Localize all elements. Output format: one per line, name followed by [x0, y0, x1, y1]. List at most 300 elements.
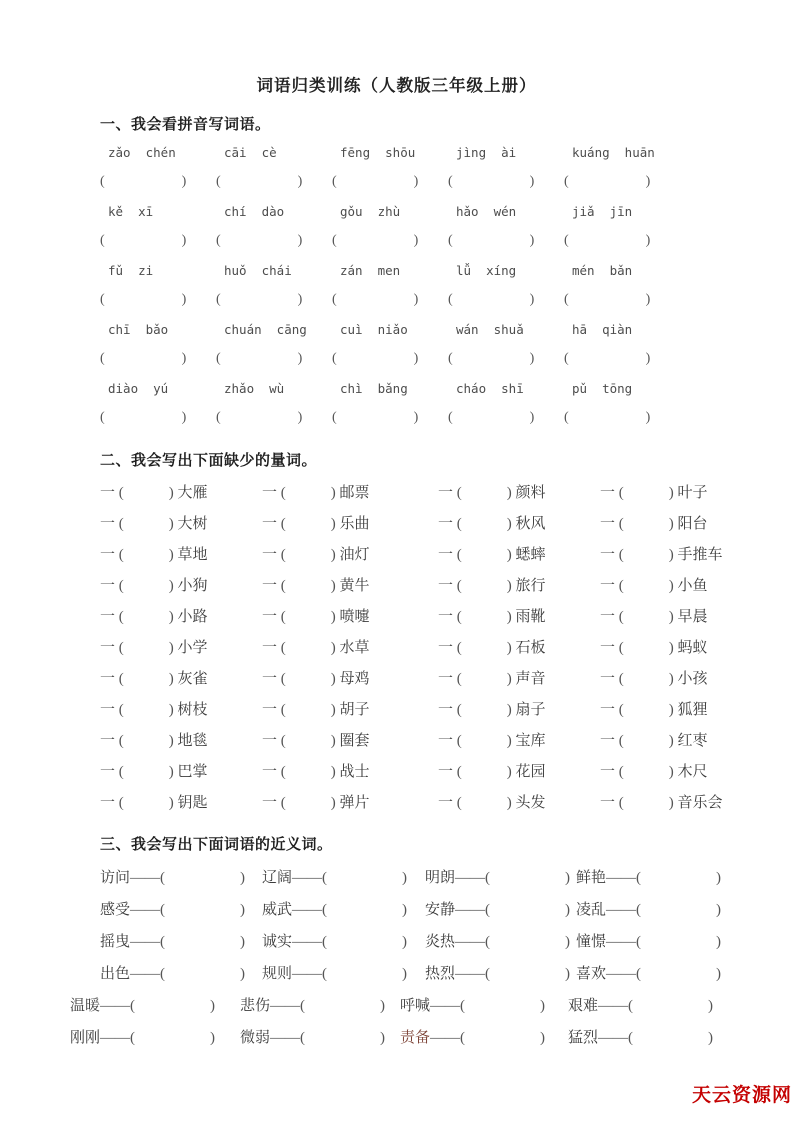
- synonym-item: [262, 958, 425, 990]
- synonym-blank: ——( ): [100, 998, 216, 1014]
- noun-text: 手推车: [677, 547, 723, 563]
- synonym-item: [400, 990, 568, 1022]
- pinyin-cell: [100, 321, 216, 370]
- measure-blank: 一 ( ): [262, 578, 340, 594]
- synonym-item: [70, 990, 240, 1022]
- noun-text: 小路: [177, 609, 208, 625]
- pinyin-row: [100, 321, 743, 370]
- synonym-blank: ——( ): [130, 870, 246, 886]
- measure-word-section: [100, 478, 743, 819]
- noun-text: 头发: [515, 795, 546, 811]
- measure-row: [100, 726, 743, 757]
- noun-text: 蚂蚁: [677, 640, 708, 656]
- word-text: 悲伤: [240, 998, 271, 1014]
- measure-blank: 一 ( ): [438, 485, 516, 501]
- pinyin-cell: [448, 321, 564, 370]
- measure-item: [100, 602, 262, 633]
- measure-row: [100, 695, 743, 726]
- noun-text: 小孩: [677, 671, 708, 687]
- pinyin-text: cuì niǎo: [340, 322, 408, 337]
- noun-text: 草地: [177, 547, 208, 563]
- noun-text: 弹片: [339, 795, 370, 811]
- measure-blank: 一 ( ): [100, 547, 178, 563]
- pinyin-text: diào yú: [108, 381, 169, 396]
- measure-item: [438, 726, 600, 757]
- noun-text: 地毯: [177, 733, 208, 749]
- pinyin-text: cháo shī: [456, 381, 524, 396]
- synonym-blank: ——( ): [100, 1030, 216, 1046]
- synonym-blank: ——( ): [606, 934, 722, 950]
- measure-item: [262, 540, 438, 571]
- word-text: 安静: [425, 902, 456, 918]
- word-text: 威武: [262, 902, 293, 918]
- noun-text: 树枝: [177, 702, 208, 718]
- word-text: 凌乱: [576, 902, 607, 918]
- pinyin-cell: [564, 380, 680, 429]
- noun-text: 早晨: [677, 609, 708, 625]
- measure-blank: 一 ( ): [262, 733, 340, 749]
- measure-item: [600, 788, 723, 819]
- page-title: 词语归类训练（人教版三年级上册）: [256, 77, 537, 95]
- measure-blank: 一 ( ): [100, 702, 178, 718]
- measure-item: [100, 695, 262, 726]
- measure-item: [438, 571, 600, 602]
- pinyin-text: kě xī: [108, 204, 154, 219]
- synonym-item: [70, 1022, 240, 1054]
- answer-blank: ( ): [564, 351, 651, 366]
- noun-text: 母鸡: [339, 671, 370, 687]
- synonym-blank: ——( ): [270, 1030, 386, 1046]
- measure-blank: 一 ( ): [100, 733, 178, 749]
- word-text: 猛烈: [568, 1030, 599, 1046]
- noun-text: 灰雀: [177, 671, 208, 687]
- answer-blank: ( ): [448, 292, 535, 307]
- synonym-blank: ——( ): [606, 966, 722, 982]
- pinyin-text: cāi cè: [224, 145, 277, 160]
- pinyin-cell: [332, 262, 448, 311]
- measure-blank: 一 ( ): [600, 485, 678, 501]
- synonym-blank: ——( ): [292, 902, 408, 918]
- synonym-item: [425, 894, 576, 926]
- measure-item: [262, 602, 438, 633]
- word-text: 诚实: [262, 934, 293, 950]
- synonym-item: [262, 862, 425, 894]
- measure-row: [100, 571, 743, 602]
- measure-blank: 一 ( ): [100, 764, 178, 780]
- synonym-row: [70, 990, 743, 1022]
- synonym-item: [425, 958, 576, 990]
- pinyin-cell: [216, 321, 332, 370]
- word-text: 鲜艳: [576, 870, 607, 886]
- pinyin-text: pǔ tōng: [572, 381, 633, 396]
- synonym-item: [262, 926, 425, 958]
- answer-blank: ( ): [564, 233, 651, 248]
- pinyin-row: [100, 203, 743, 252]
- pinyin-cell: [332, 321, 448, 370]
- pinyin-cell: [448, 380, 564, 429]
- noun-text: 乐曲: [339, 516, 370, 532]
- measure-blank: 一 ( ): [600, 702, 678, 718]
- synonym-blank: ——( ): [455, 870, 571, 886]
- measure-blank: 一 ( ): [262, 547, 340, 563]
- measure-item: [600, 633, 708, 664]
- noun-text: 小狗: [177, 578, 208, 594]
- answer-blank: ( ): [216, 292, 303, 307]
- synonym-blank: ——( ): [455, 902, 571, 918]
- noun-text: 花园: [515, 764, 546, 780]
- synonym-blank: ——( ): [598, 1030, 714, 1046]
- synonym-item: [576, 862, 721, 894]
- pinyin-text: chí dào: [224, 204, 285, 219]
- answer-blank: ( ): [448, 410, 535, 425]
- pinyin-text: mén bǎn: [572, 263, 633, 278]
- synonym-item: [576, 926, 721, 958]
- answer-blank: ( ): [332, 351, 419, 366]
- measure-item: [438, 695, 600, 726]
- pinyin-text: chuán cāng: [224, 322, 307, 337]
- pinyin-cell: [216, 380, 332, 429]
- answer-blank: ( ): [332, 410, 419, 425]
- noun-text: 叶子: [677, 485, 708, 501]
- synonym-blank: ——( ): [598, 998, 714, 1014]
- noun-text: 秋风: [515, 516, 546, 532]
- pinyin-cell: [216, 262, 332, 311]
- answer-blank: ( ): [216, 233, 303, 248]
- measure-row: [100, 757, 743, 788]
- synonym-row: [100, 894, 743, 926]
- noun-text: 颜料: [515, 485, 546, 501]
- pinyin-text: lǚ xíng: [456, 263, 517, 278]
- noun-text: 旅行: [515, 578, 546, 594]
- synonym-item: [400, 1022, 568, 1054]
- measure-item: [262, 478, 438, 509]
- word-text: 感受: [100, 902, 131, 918]
- measure-item: [262, 726, 438, 757]
- pinyin-text: gǒu zhù: [340, 204, 401, 219]
- pinyin-row: [100, 262, 743, 311]
- pinyin-cell: [564, 203, 680, 252]
- pinyin-cell: [216, 144, 332, 193]
- pinyin-cell: [332, 380, 448, 429]
- word-text: 访问: [100, 870, 131, 886]
- synonym-row: [100, 958, 743, 990]
- measure-blank: 一 ( ): [600, 640, 678, 656]
- word-text: 摇曳: [100, 934, 131, 950]
- measure-blank: 一 ( ): [600, 609, 678, 625]
- word-text: 辽阔: [262, 870, 293, 886]
- pinyin-text: jiǎ jīn: [572, 204, 633, 219]
- word-text: 明朗: [425, 870, 456, 886]
- measure-blank: 一 ( ): [100, 640, 178, 656]
- answer-blank: ( ): [564, 410, 651, 425]
- measure-item: [438, 664, 600, 695]
- pinyin-text: hā qiàn: [572, 322, 633, 337]
- measure-item: [262, 571, 438, 602]
- synonym-item: [100, 894, 262, 926]
- synonym-item: [425, 926, 576, 958]
- worksheet-content: [0, 113, 793, 1054]
- noun-text: 胡子: [339, 702, 370, 718]
- measure-item: [600, 726, 708, 757]
- measure-blank: 一 ( ): [100, 795, 178, 811]
- noun-text: 圈套: [339, 733, 370, 749]
- pinyin-text: huǒ chái: [224, 263, 292, 278]
- answer-blank: ( ): [448, 351, 535, 366]
- answer-blank: ( ): [332, 233, 419, 248]
- measure-item: [100, 633, 262, 664]
- noun-text: 红枣: [677, 733, 708, 749]
- measure-item: [438, 478, 600, 509]
- synonym-blank: ——( ): [455, 934, 571, 950]
- answer-blank: ( ): [448, 174, 535, 189]
- measure-blank: 一 ( ): [438, 795, 516, 811]
- measure-blank: 一 ( ): [600, 764, 678, 780]
- measure-row: [100, 509, 743, 540]
- answer-blank: ( ): [100, 351, 187, 366]
- pinyin-text: fēng shōu: [340, 145, 416, 160]
- pinyin-text: zǎo chén: [108, 145, 176, 160]
- synonym-item: [240, 1022, 400, 1054]
- synonym-blank: ——( ): [130, 966, 246, 982]
- word-text: 温暖: [70, 998, 101, 1014]
- pinyin-text: fǔ zi: [108, 263, 154, 278]
- measure-item: [438, 757, 600, 788]
- synonym-blank: ——( ): [430, 1030, 546, 1046]
- pinyin-text: zán men: [340, 263, 401, 278]
- noun-text: 钥匙: [177, 795, 208, 811]
- measure-item: [100, 571, 262, 602]
- measure-item: [600, 602, 708, 633]
- pinyin-cell: [332, 144, 448, 193]
- pinyin-text: hǎo wén: [456, 204, 517, 219]
- pinyin-cell: [564, 321, 680, 370]
- measure-blank: 一 ( ): [100, 609, 178, 625]
- word-text: 微弱: [240, 1030, 271, 1046]
- synonym-item: [568, 990, 713, 1022]
- synonym-blank: ——( ): [130, 902, 246, 918]
- answer-blank: ( ): [564, 292, 651, 307]
- noun-text: 邮票: [339, 485, 370, 501]
- noun-text: 扇子: [515, 702, 546, 718]
- measure-item: [100, 509, 262, 540]
- measure-blank: 一 ( ): [438, 516, 516, 532]
- word-text: 责备: [400, 1030, 431, 1046]
- synonym-row: [70, 1022, 743, 1054]
- synonym-blank: ——( ): [130, 934, 246, 950]
- measure-blank: 一 ( ): [438, 702, 516, 718]
- measure-blank: 一 ( ): [600, 733, 678, 749]
- measure-blank: 一 ( ): [100, 671, 178, 687]
- pinyin-text: zhǎo wù: [224, 381, 285, 396]
- measure-item: [600, 478, 708, 509]
- noun-text: 小学: [177, 640, 208, 656]
- measure-item: [438, 509, 600, 540]
- synonym-row: [100, 926, 743, 958]
- word-text: 喜欢: [576, 966, 607, 982]
- measure-item: [262, 509, 438, 540]
- synonym-item: [240, 990, 400, 1022]
- synonym-blank: ——( ): [270, 998, 386, 1014]
- measure-blank: 一 ( ): [438, 671, 516, 687]
- measure-row: [100, 478, 743, 509]
- noun-text: 黄牛: [339, 578, 370, 594]
- measure-item: [100, 726, 262, 757]
- synonym-blank: ——( ): [292, 966, 408, 982]
- measure-item: [600, 664, 708, 695]
- noun-text: 音乐会: [677, 795, 723, 811]
- noun-text: 声音: [515, 671, 546, 687]
- measure-item: [600, 540, 723, 571]
- synonym-item: [100, 862, 262, 894]
- pinyin-cell: [100, 144, 216, 193]
- noun-text: 巴掌: [177, 764, 208, 780]
- answer-blank: ( ): [100, 174, 187, 189]
- section3-heading: 三、我会写出下面词语的近义词。: [100, 836, 333, 853]
- noun-text: 石板: [515, 640, 546, 656]
- answer-blank: ( ): [216, 351, 303, 366]
- pinyin-cell: [448, 203, 564, 252]
- measure-item: [100, 478, 262, 509]
- answer-blank: ( ): [332, 292, 419, 307]
- measure-blank: 一 ( ): [600, 578, 678, 594]
- noun-text: 宝库: [515, 733, 546, 749]
- synonym-item: [262, 894, 425, 926]
- synonym-row: [100, 862, 743, 894]
- measure-item: [262, 633, 438, 664]
- answer-blank: ( ): [216, 410, 303, 425]
- pinyin-row: [100, 380, 743, 429]
- measure-item: [600, 571, 708, 602]
- pinyin-row: [100, 144, 743, 193]
- measure-item: [438, 602, 600, 633]
- measure-blank: 一 ( ): [262, 795, 340, 811]
- pinyin-cell: [216, 203, 332, 252]
- measure-blank: 一 ( ): [100, 485, 178, 501]
- measure-item: [438, 540, 600, 571]
- pinyin-text: chī bǎo: [108, 322, 169, 337]
- measure-blank: 一 ( ): [262, 671, 340, 687]
- noun-text: 喷嚏: [339, 609, 370, 625]
- word-text: 规则: [262, 966, 293, 982]
- noun-text: 小鱼: [677, 578, 708, 594]
- measure-blank: 一 ( ): [262, 485, 340, 501]
- pinyin-text: jìng ài: [456, 145, 517, 160]
- measure-item: [262, 695, 438, 726]
- section1-heading: 一、我会看拼音写词语。: [100, 116, 271, 133]
- synonym-item: [576, 894, 721, 926]
- word-text: 艰难: [568, 998, 599, 1014]
- noun-text: 大雁: [177, 485, 208, 501]
- measure-item: [600, 757, 708, 788]
- measure-blank: 一 ( ): [438, 733, 516, 749]
- measure-item: [600, 695, 708, 726]
- measure-blank: 一 ( ): [262, 609, 340, 625]
- measure-blank: 一 ( ): [262, 516, 340, 532]
- pinyin-cell: [100, 203, 216, 252]
- measure-item: [100, 788, 262, 819]
- noun-text: 狐狸: [677, 702, 708, 718]
- synonym-item: [568, 1022, 713, 1054]
- pinyin-cell: [564, 262, 680, 311]
- answer-blank: ( ): [448, 233, 535, 248]
- measure-blank: 一 ( ): [600, 516, 678, 532]
- synonym-item: [100, 926, 262, 958]
- noun-text: 木尺: [677, 764, 708, 780]
- pinyin-cell: [332, 203, 448, 252]
- watermark-text: 天云资源网: [691, 1085, 792, 1106]
- measure-blank: 一 ( ): [100, 516, 178, 532]
- measure-item: [100, 664, 262, 695]
- measure-blank: 一 ( ): [438, 764, 516, 780]
- synonym-blank: ——( ): [606, 902, 722, 918]
- synonym-blank: ——( ): [292, 870, 408, 886]
- pinyin-cell: [564, 144, 680, 193]
- word-text: 出色: [100, 966, 131, 982]
- pinyin-cell: [100, 262, 216, 311]
- measure-item: [100, 757, 262, 788]
- section2-heading: 二、我会写出下面缺少的量词。: [100, 452, 318, 469]
- word-text: 呼喊: [400, 998, 431, 1014]
- measure-blank: 一 ( ): [100, 578, 178, 594]
- noun-text: 战士: [339, 764, 370, 780]
- measure-blank: 一 ( ): [262, 764, 340, 780]
- noun-text: 大树: [177, 516, 208, 532]
- pinyin-cell: [100, 380, 216, 429]
- measure-blank: 一 ( ): [600, 547, 678, 563]
- answer-blank: ( ): [216, 174, 303, 189]
- measure-row: [100, 664, 743, 695]
- synonym-item: [100, 958, 262, 990]
- answer-blank: ( ): [564, 174, 651, 189]
- measure-blank: 一 ( ): [438, 578, 516, 594]
- measure-item: [438, 788, 600, 819]
- word-text: 刚刚: [70, 1030, 101, 1046]
- measure-item: [100, 540, 262, 571]
- measure-blank: 一 ( ): [438, 547, 516, 563]
- measure-blank: 一 ( ): [600, 795, 678, 811]
- measure-blank: 一 ( ): [438, 640, 516, 656]
- measure-item: [438, 633, 600, 664]
- noun-text: 阳台: [677, 516, 708, 532]
- answer-blank: ( ): [332, 174, 419, 189]
- noun-text: 水草: [339, 640, 370, 656]
- word-text: 憧憬: [576, 934, 607, 950]
- synonym-item: [425, 862, 576, 894]
- measure-row: [100, 540, 743, 571]
- answer-blank: ( ): [100, 292, 187, 307]
- measure-item: [262, 664, 438, 695]
- measure-blank: 一 ( ): [262, 640, 340, 656]
- pinyin-text: kuáng huān: [572, 145, 655, 160]
- synonym-blank: ——( ): [430, 998, 546, 1014]
- pinyin-section: [100, 144, 743, 429]
- measure-item: [262, 788, 438, 819]
- synonym-item: [576, 958, 721, 990]
- measure-row: [100, 788, 743, 819]
- pinyin-text: chì bǎng: [340, 381, 408, 396]
- synonym-blank: ——( ): [455, 966, 571, 982]
- measure-row: [100, 633, 743, 664]
- measure-blank: 一 ( ): [600, 671, 678, 687]
- measure-item: [600, 509, 708, 540]
- answer-blank: ( ): [100, 233, 187, 248]
- word-text: 热烈: [425, 966, 456, 982]
- synonym-blank: ——( ): [606, 870, 722, 886]
- measure-item: [262, 757, 438, 788]
- pinyin-cell: [448, 144, 564, 193]
- answer-blank: ( ): [100, 410, 187, 425]
- noun-text: 蟋蟀: [515, 547, 546, 563]
